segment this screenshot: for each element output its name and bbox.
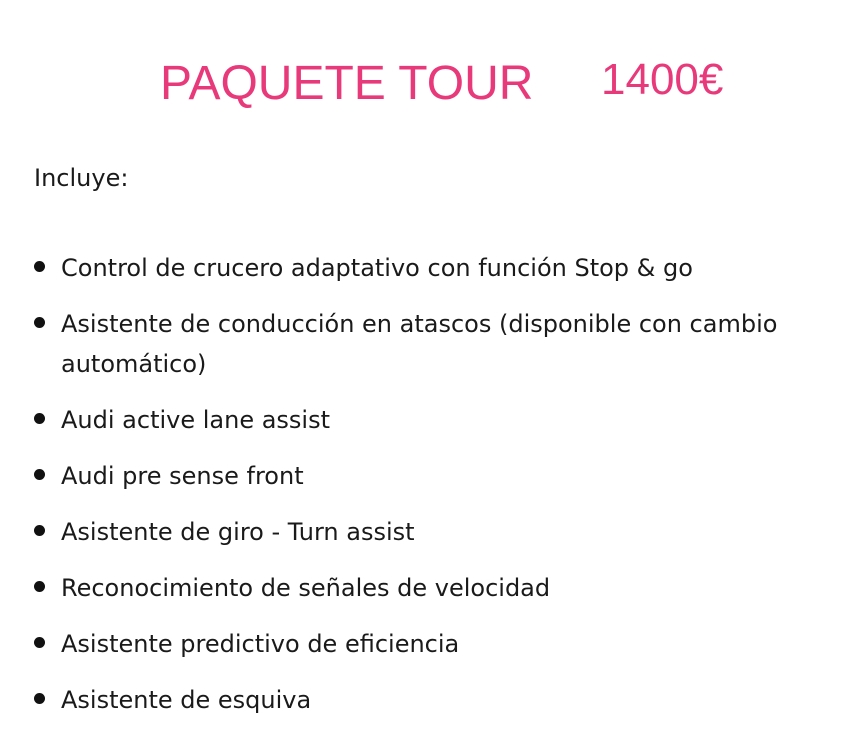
feature-item: [0, 248, 851, 288]
feature-text: Asistente predictivo de eficiencia: [61, 630, 460, 658]
feature-item: [0, 568, 851, 608]
bullet-icon: [34, 693, 45, 704]
feature-text: Reconocimiento de señales de velocidad: [61, 574, 551, 602]
includes-label: Incluye:: [34, 164, 129, 192]
feature-item: [0, 304, 851, 384]
feature-text: Control de crucero adaptativo con función Stop & go: [61, 254, 693, 282]
feature-list: [0, 248, 851, 736]
feature-text: Asistente de conducción en atascos (disponible con cambio automático): [61, 310, 778, 378]
package-header: [0, 56, 851, 116]
feature-text: Audi pre sense front: [61, 462, 304, 490]
feature-text: Asistente de esquiva: [61, 686, 312, 714]
feature-item: [0, 512, 851, 552]
bullet-icon: [34, 581, 45, 592]
feature-text: Asistente de giro - Turn assist: [61, 518, 415, 546]
bullet-icon: [34, 261, 45, 272]
bullet-icon: [34, 525, 45, 536]
bullet-icon: [34, 317, 45, 328]
feature-text: Audi active lane assist: [61, 406, 331, 434]
feature-item: [0, 680, 851, 720]
feature-item: [0, 456, 851, 496]
bullet-icon: [34, 469, 45, 480]
bullet-icon: [34, 413, 45, 424]
feature-item: [0, 400, 851, 440]
package-price: 1400€: [601, 55, 724, 104]
feature-item: [0, 624, 851, 664]
bullet-icon: [34, 637, 45, 648]
package-title: PAQUETE TOUR: [160, 57, 534, 110]
